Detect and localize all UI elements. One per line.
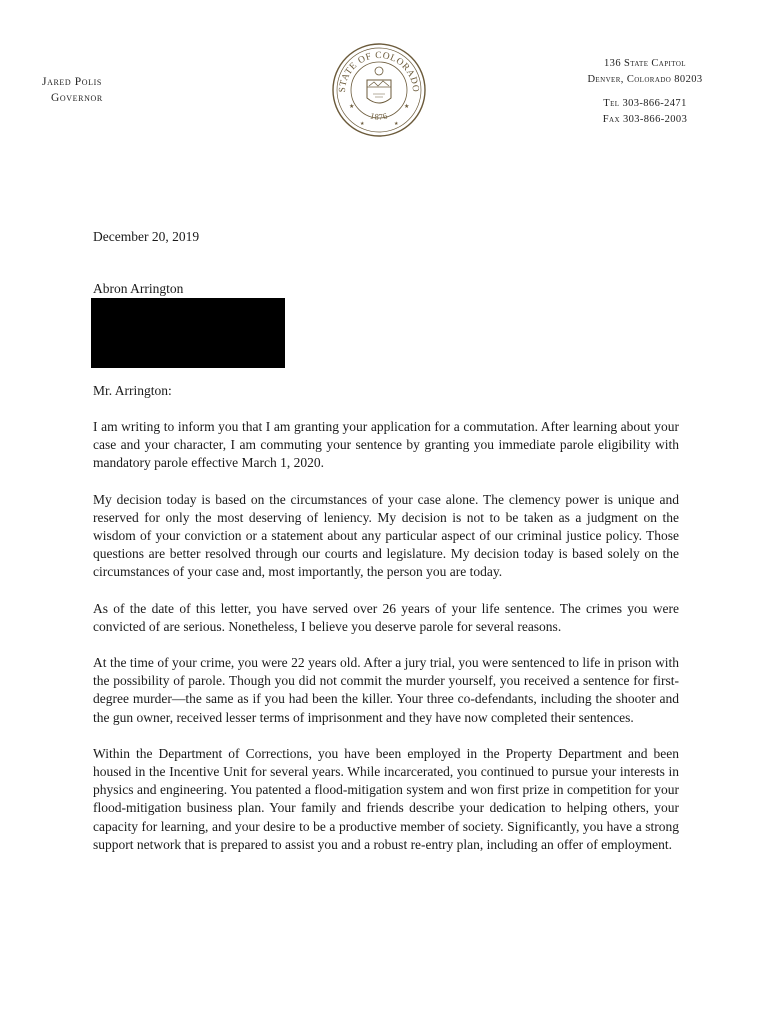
redacted-address-block [91,298,285,368]
body-paragraph: My decision today is based on the circumstances of your case alone. The clemency power is unique and reserved for only the most deserving of leniency. My decision is not to be taken as a judgment on the wisdom of your conviction or a statement about any particular aspect of our criminal justice policy. Those questions are better resolved through our courts and legislature. My decision today is based solely on the circumstances of your case and, most importantly, the person you are today. [93,491,679,580]
salutation: Mr. Arrington: [93,383,172,398]
fax-number: Fax 303-866-2003 [602,114,688,125]
body-paragraph: At the time of your crime, you were 22 years old. After a jury trial, you were sentenced to life in prison with the possibility of parole. Though you did not commit the murder yourself, you received a sentence for first-degree murder—the same as if you had been the killer. Your three co-defendants, including the shooter and the gun owner, received lesser terms of imprisonment and they have now completed their sentences. [93,655,679,725]
seal-text-top: STATE OF COLORADO [337,50,421,93]
letter-date: December 20, 2019 [93,229,200,244]
capitol-address [585,56,705,128]
sender-title: Governor [51,92,103,104]
svg-text:★: ★ [394,122,399,127]
state-seal-icon [331,42,427,138]
sender-name: Jared Polis [42,76,102,88]
seal-year: 1876 [369,110,389,122]
svg-text:★: ★ [360,122,365,127]
body-paragraph: I am writing to inform you that I am granting your application for a commutation. After learning about your case and your character, I am commuting your sentence by granting you immediate parole eligibility with mandatory parole effective March 1, 2020. [93,419,679,471]
recipient-name: Abron Arrington [93,281,184,296]
sender-block [42,74,103,106]
svg-text:★: ★ [404,104,410,110]
svg-text:STATE OF COLORADO [338,51,420,93]
body-paragraph: As of the date of this letter, you have served over 26 years of your life sentence. The crimes you were convicted of are serious. Nonetheless, I believe you deserve parole for several reasons. [93,600,679,634]
body-paragraph: Within the Department of Corrections, you have been employed in the Property Department and been housed in the Incentive Unit for several years. While incarcerated, you continued to pursue your interests in physics and engineering. You patented a flood-mitigation system and won first prize in competition for your flood-mitigation business plan. Your family and friends describe your dedication to helping others, your capacity for learning, and your desire to be a productive member of society. Significantly, you have a strong support network that is prepared to assist you and a robust re-entry plan, including an offer of employment. [93,745,679,852]
svg-text:1876 [369,110,389,121]
phone-number: Tel 303-866-2471 [603,98,687,109]
letter-body [93,418,679,872]
svg-text:★: ★ [349,104,355,110]
address-line-1: 136 State Capitol [604,58,686,69]
address-line-2: Denver, Colorado 80203 [587,74,703,85]
